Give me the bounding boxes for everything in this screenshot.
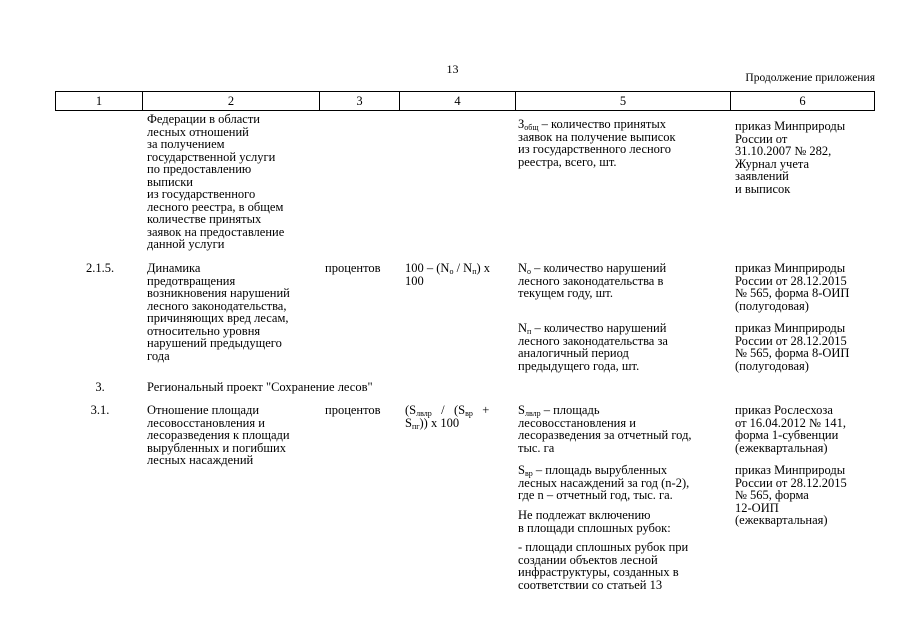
symbol: N: [518, 321, 528, 335]
definition-cell: [518, 118, 723, 168]
column-header-5: 5: [516, 92, 731, 110]
definition-text: – количество принятых заявок на получение выписок из государственного лесного реестра, всего, шт.: [518, 117, 676, 169]
formula-part: +: [472, 403, 490, 417]
source-cell: приказ Минприроды России от 28.12.2015 № 565, форма 8-ОИП (полугодовая): [735, 261, 850, 313]
formula-part: S: [405, 415, 412, 430]
symbol-subscript: вр: [524, 469, 533, 478]
formula-subscript: п: [472, 267, 477, 276]
source-cell: приказ Рослесхоза от 16.04.2012 № 141, форма 1-субвенции (ежеквартальная): [735, 403, 846, 455]
row-number: 3.1.: [90, 403, 110, 417]
column-header-6: 6: [799, 94, 806, 108]
definition-text: – количество нарушений лесного законодательства за аналогичный период предыдущего года, шт.: [518, 321, 668, 373]
source-cell: приказ Минприроды России от 28.12.2015 № 565, форма 12-ОИП (ежеквартальная): [735, 463, 847, 527]
definition-cell: [518, 322, 723, 372]
formula-subscript: лвлр: [416, 409, 432, 418]
symbol: S: [518, 403, 525, 417]
unit-cell: процентов: [325, 403, 381, 417]
symbol: S: [518, 463, 525, 477]
definition-text: – количество нарушений лесного законодательства в текущем году, шт.: [518, 261, 667, 300]
indicator-name-cell: Федерации в области лесных отношений за получением государственной услуги по предоставлению выписки из государственного лесного реестра, в общем количестве принятых заявок на предоставление данной услуги: [147, 112, 285, 251]
symbol-subscript: лвлр: [524, 409, 541, 418]
unit-cell: процентов: [325, 261, 381, 275]
table-header: [55, 91, 875, 111]
exclusion-note: Не подлежат включению в площади сплошных рубок:: [518, 508, 671, 535]
formula-subscript: о: [449, 267, 454, 276]
indicator-name-cell: Динамика предотвращения возникновения нарушений лесного законодательства, причиняющих вред лесам, относительно уровня нарушений предыдущего года: [147, 261, 290, 363]
definition-cell: [518, 464, 723, 502]
formula-part: )) х 100: [419, 415, 460, 430]
row-number: 2.1.5.: [85, 261, 115, 275]
formula-cell: [405, 404, 510, 429]
symbol: З: [518, 117, 525, 131]
symbol: N: [518, 261, 528, 275]
page-number: 13: [446, 62, 459, 76]
symbol-subscript: п: [527, 327, 532, 336]
section-title: Региональный проект "Сохранение лесов": [147, 380, 373, 394]
column-header-2: 2: [143, 92, 320, 110]
formula-part: (S: [405, 403, 417, 417]
formula-subscript: пг: [411, 421, 420, 431]
definition-cell: [518, 262, 723, 300]
formula-part: / (S: [431, 403, 466, 417]
column-header-3: 3: [320, 92, 400, 110]
formula-part: ) х 100: [405, 261, 491, 288]
symbol-subscript: общ: [524, 123, 539, 132]
row-number: 3.: [95, 380, 105, 394]
definition-text: – площадь вырубленных лесных насаждений за год (n-2), где n – отчетный год, тыс. га.: [518, 463, 690, 502]
column-header-1: 1: [56, 92, 143, 110]
formula-cell: [405, 262, 510, 287]
column-header-4: 4: [400, 92, 516, 110]
definition-text: – площадь лесовосстановления и лесоразведения за отчетный год, тыс. га: [518, 403, 692, 455]
source-cell: приказ Минприроды России от 28.12.2015 № 565, форма 8-ОИП (полугодовая): [735, 321, 850, 373]
symbol-subscript: о: [527, 267, 532, 276]
exclusion-item: - площади сплошных рубок при создании объектов лесной инфраструктуры, созданных в соответствии со статьей 13: [518, 540, 689, 592]
definition-cell: [518, 404, 723, 454]
indicator-name-cell: Отношение площади лесовосстановления и лесоразведения к площади вырубленных и погибших лесных насаждений: [147, 403, 290, 467]
formula-part: / N: [453, 261, 473, 275]
source-cell: приказ Минприроды России от 31.10.2007 № 282, Журнал учета заявлений и выписок: [735, 119, 846, 196]
formula-part: 100 – (N: [405, 261, 450, 275]
formula-subscript: вр: [465, 409, 473, 418]
continuation-label: Продолжение приложения: [745, 72, 875, 84]
